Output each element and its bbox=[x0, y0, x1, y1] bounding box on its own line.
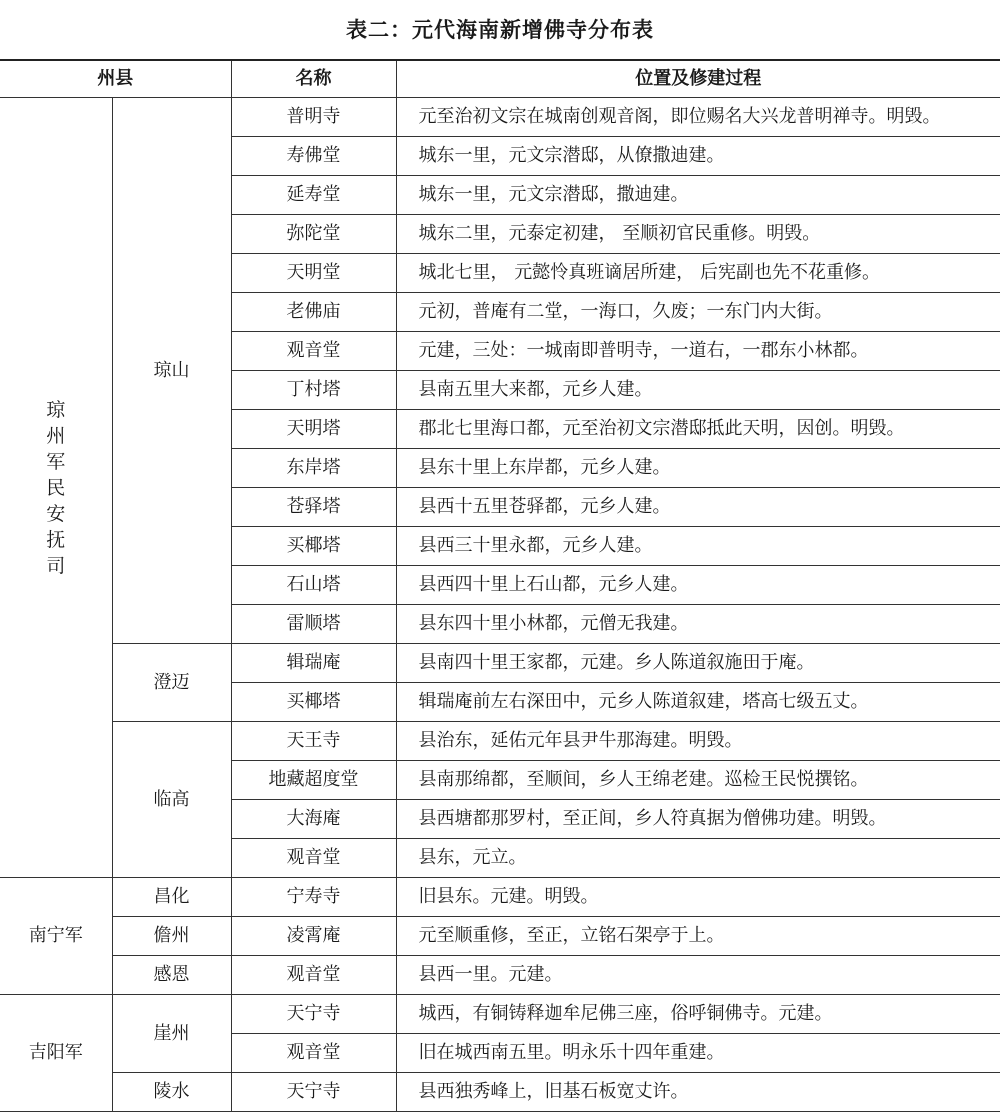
location-history-cell: 县西三十里永都，元乡人建。 bbox=[396, 527, 1000, 566]
temple-name-cell: 观音堂 bbox=[231, 332, 396, 371]
location-history-cell: 元建，三处：一城南即普明寺，一道右，一郡东小林都。 bbox=[396, 332, 1000, 371]
location-history-cell: 城东二里，元泰定初建， 至顺初官民重修。明毁。 bbox=[396, 215, 1000, 254]
temple-name-cell: 凌霄庵 bbox=[231, 917, 396, 956]
header-zhouxian: 州县 bbox=[0, 60, 231, 98]
location-history-cell: 辑瑞庵前左右深田中，元乡人陈道叙建，塔高七级五丈。 bbox=[396, 683, 1000, 722]
county-cell: 陵水 bbox=[112, 1073, 231, 1112]
county-cell: 崖州 bbox=[112, 995, 231, 1073]
county-cell: 琼山 bbox=[112, 98, 231, 644]
temple-name-cell: 观音堂 bbox=[231, 1034, 396, 1073]
table-row bbox=[0, 644, 1000, 683]
location-history-cell: 县东十里上东岸都，元乡人建。 bbox=[396, 449, 1000, 488]
location-history-cell: 县西塘都那罗村，至正间，乡人符真据为僧佛功建。明毁。 bbox=[396, 800, 1000, 839]
table-row bbox=[0, 878, 1000, 917]
table-title: 表二：元代海南新增佛寺分布表 bbox=[346, 18, 654, 42]
region-char: 安 bbox=[46, 502, 66, 525]
location-history-cell: 县南四十里王家都，元建。乡人陈道叙施田于庵。 bbox=[396, 644, 1000, 683]
temple-name-cell: 苍驿塔 bbox=[231, 488, 396, 527]
table-row bbox=[0, 98, 1000, 137]
location-history-cell: 县东四十里小林都，元僧无我建。 bbox=[396, 605, 1000, 644]
location-history-cell: 县西独秀峰上，旧基石板宽丈许。 bbox=[396, 1073, 1000, 1112]
temple-name-cell: 买椰塔 bbox=[231, 527, 396, 566]
location-history-cell: 县南五里大来都，元乡人建。 bbox=[396, 371, 1000, 410]
temple-name-cell: 天明塔 bbox=[231, 410, 396, 449]
temple-name-cell: 天宁寺 bbox=[231, 995, 396, 1034]
table-row bbox=[0, 917, 1000, 956]
county-cell: 昌化 bbox=[112, 878, 231, 917]
temple-name-cell: 寿佛堂 bbox=[231, 137, 396, 176]
temple-name-cell: 宁寿寺 bbox=[231, 878, 396, 917]
temple-name-cell: 天王寺 bbox=[231, 722, 396, 761]
region-char: 军 bbox=[46, 450, 66, 473]
location-history-cell: 旧在城西南五里。明永乐十四年重建。 bbox=[396, 1034, 1000, 1073]
temple-name-cell: 普明寺 bbox=[231, 98, 396, 137]
temple-name-cell: 东岸塔 bbox=[231, 449, 396, 488]
temple-name-cell: 观音堂 bbox=[231, 839, 396, 878]
temple-name-cell: 石山塔 bbox=[231, 566, 396, 605]
location-history-cell: 县东，元立。 bbox=[396, 839, 1000, 878]
temple-name-cell: 弥陀堂 bbox=[231, 215, 396, 254]
location-history-cell: 城东一里，元文宗潜邸，从僚撒迪建。 bbox=[396, 137, 1000, 176]
temple-name-cell: 辑瑞庵 bbox=[231, 644, 396, 683]
location-history-cell: 县南那绵都，至顺间，乡人王绵老建。巡检王民悦撰铭。 bbox=[396, 761, 1000, 800]
temple-name-cell: 延寿堂 bbox=[231, 176, 396, 215]
temple-name-cell: 丁村塔 bbox=[231, 371, 396, 410]
temple-name-cell: 老佛庙 bbox=[231, 293, 396, 332]
temple-distribution-table bbox=[0, 59, 1000, 1112]
location-history-cell: 元至治初文宗在城南创观音阁，即位赐名大兴龙普明禅寺。明毁。 bbox=[396, 98, 1000, 137]
county-cell: 临高 bbox=[112, 722, 231, 878]
temple-name-cell: 大海庵 bbox=[231, 800, 396, 839]
table-row bbox=[0, 722, 1000, 761]
county-cell: 感恩 bbox=[112, 956, 231, 995]
location-history-cell: 县西四十里上石山都，元乡人建。 bbox=[396, 566, 1000, 605]
region-char: 民 bbox=[46, 476, 66, 499]
temple-name-cell: 买椰塔 bbox=[231, 683, 396, 722]
location-history-cell: 元至顺重修，至正，立铭石架亭于上。 bbox=[396, 917, 1000, 956]
region-cell: 吉阳军 bbox=[0, 995, 112, 1112]
header-row bbox=[0, 60, 1000, 98]
temple-name-cell: 观音堂 bbox=[231, 956, 396, 995]
location-history-cell: 县西十五里苍驿都，元乡人建。 bbox=[396, 488, 1000, 527]
region-char: 州 bbox=[46, 424, 66, 447]
region-char: 司 bbox=[46, 554, 66, 577]
location-history-cell: 县西一里。元建。 bbox=[396, 956, 1000, 995]
region-char: 琼 bbox=[46, 398, 66, 421]
region-cell bbox=[0, 98, 112, 878]
location-history-cell: 旧县东。元建。明毁。 bbox=[396, 878, 1000, 917]
location-history-cell: 县治东，延佑元年县尹牛那海建。明毁。 bbox=[396, 722, 1000, 761]
temple-name-cell: 天宁寺 bbox=[231, 1073, 396, 1112]
table-body bbox=[0, 98, 1000, 1112]
location-history-cell: 城北七里， 元懿怜真班谪居所建， 后宪副也先不花重修。 bbox=[396, 254, 1000, 293]
temple-name-cell: 地藏超度堂 bbox=[231, 761, 396, 800]
header-location: 位置及修建过程 bbox=[396, 60, 1000, 98]
table-row bbox=[0, 956, 1000, 995]
header-name: 名称 bbox=[231, 60, 396, 98]
region-cell: 南宁军 bbox=[0, 878, 112, 995]
temple-name-cell: 雷顺塔 bbox=[231, 605, 396, 644]
region-char: 抚 bbox=[46, 528, 66, 551]
location-history-cell: 郡北七里海口都，元至治初文宗潜邸抵此天明，因创。明毁。 bbox=[396, 410, 1000, 449]
county-cell: 儋州 bbox=[112, 917, 231, 956]
location-history-cell: 城东一里，元文宗潜邸，撒迪建。 bbox=[396, 176, 1000, 215]
location-history-cell: 元初，普庵有二堂，一海口，久废；一东门内大街。 bbox=[396, 293, 1000, 332]
table-row bbox=[0, 995, 1000, 1034]
location-history-cell: 城西，有铜铸释迦牟尼佛三座，俗呼铜佛寺。元建。 bbox=[396, 995, 1000, 1034]
county-cell: 澄迈 bbox=[112, 644, 231, 722]
temple-name-cell: 天明堂 bbox=[231, 254, 396, 293]
